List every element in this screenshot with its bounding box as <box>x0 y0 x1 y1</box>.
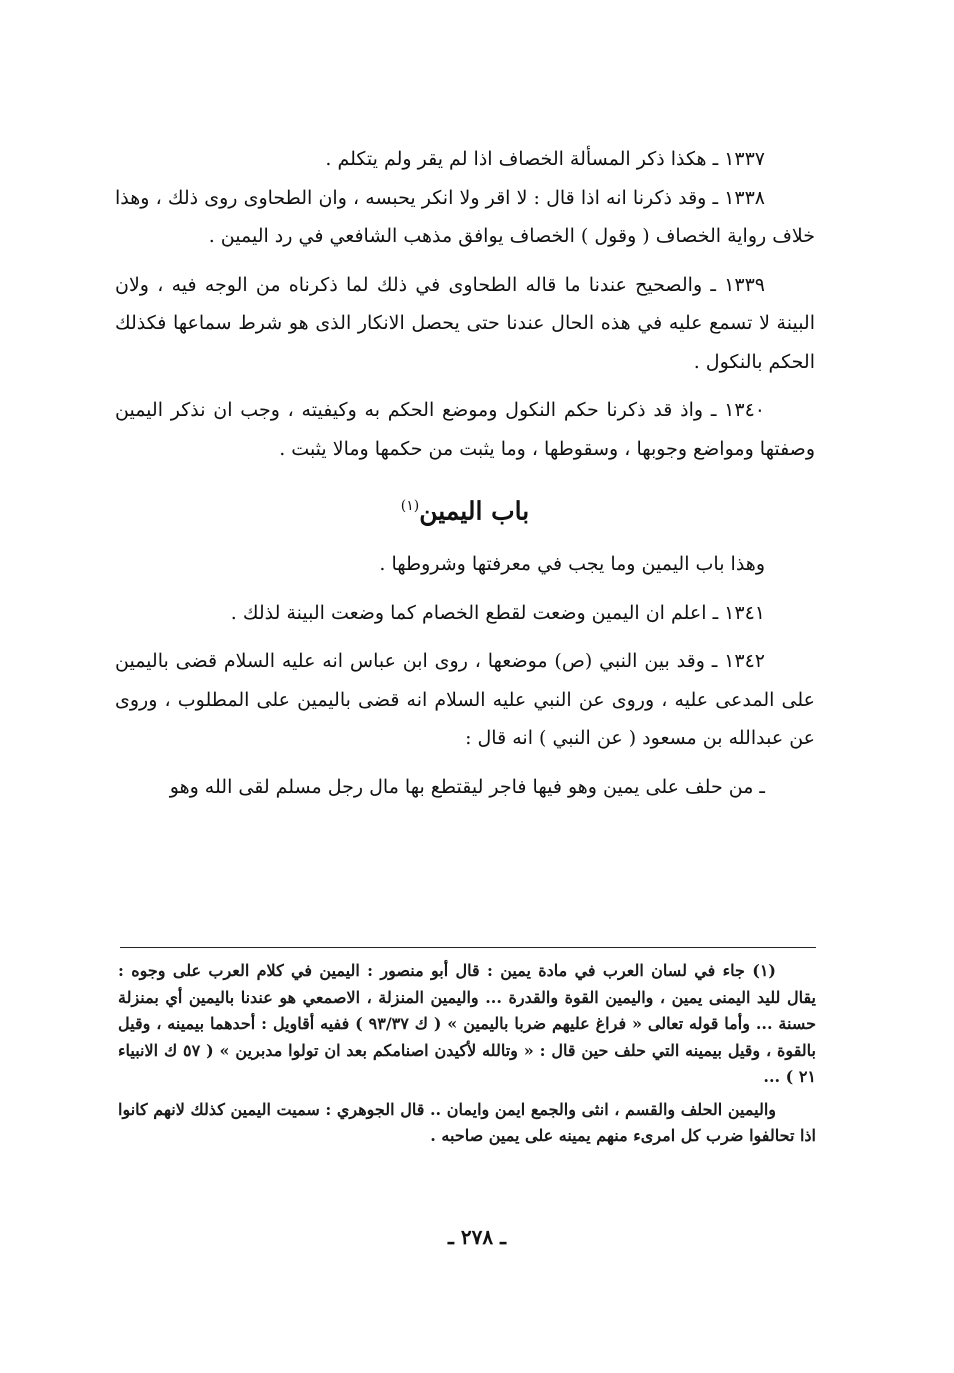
footnote-marker: (١) <box>400 498 420 514</box>
paragraph-1341: ١٣٤١ ـ اعلم ان اليمين وضعت لقطع الخصام كما وضعت البينة لذلك . <box>230 601 765 624</box>
chapter-intro: وهذا باب اليمين وما يجب في معرفتها وشروطها . <box>379 553 765 576</box>
paragraph-1339: ١٣٣٩ ـ والصحيح عندنا ما قاله الطحاوى في ذلك لما ذكرناه من الوجه فيه ، ولان البينة لا تسمع عليه في هذه الحال عندنا حتى يحصل الانكار الذى هو شرط سماعها فكذلك الحكم بالنكول . <box>115 273 815 373</box>
chapter-heading <box>115 486 815 531</box>
hadith-quote: ـ من حلف على يمين وهو فيها فاجر ليقتطع بها مال رجل مسلم لقى الله وهو <box>169 775 765 798</box>
paragraph-1337: ١٣٣٧ ـ هكذا ذكر المسألة الخصاف اذا لم يقر ولم يتكلم . <box>325 148 765 170</box>
page-number: ـ ٢٧٨ ـ <box>448 1225 506 1249</box>
footnotes-block <box>118 958 816 1156</box>
paragraph-1340: ١٣٤٠ ـ واذ قد ذكرنا حكم النكول وموضع الحكم به وكيفيته ، وجب ان نذكر اليمين وصفتها ومواضع وجوبها ، وسقوطها ، وما يثبت من حكمها ومالا يثبت . <box>115 399 815 460</box>
paragraph-1338: ١٣٣٨ ـ وقد ذكرنا انه اذا قال : لا اقر ولا انكر يحبسه ، وان الطحاوى روى ذلك ، وهذا خلاف رواية الخصاف ( وقول ) الخصاف يوافق مذهب الشافعي في رد اليمين . <box>115 186 815 247</box>
footnote-1: (١) جاء في لسان العرب في مادة يمين : قال أبو منصور : اليمين في كلام العرب على وجوه : يقال لليد اليمنى يمين ، واليمين القوة والقدرة ... واليمين المنزلة ، الاصمعي هو عندنا باليمين أي بمنزلة حسنة ... وأما قوله تعالى « فراغ عليهم ضربا باليمين » ( ك ٩٣/٣٧ ) ففيه أقاويل : أحدهما بيمينه ، وقيل بالقوة ، وقيل بيمينه التي حلف حين قال : « وتالله لأكيدن اصنامكم بعد ان تولوا مدبرين » ( ٥٧ ك الانبياء ٢١ ) ... <box>118 961 816 1086</box>
paragraph-1342: ١٣٤٢ ـ وقد بين النبي (ص) موضعها ، روى ابن عباس انه عليه السلام قضى باليمين على المدعى عليه ، وروى عن النبي عليه السلام انه قضى باليمين على المطلوب ، وروى عن عبدالله بن مسعود ( عن النبي ) انه قال : <box>115 650 815 750</box>
footnote-1-continued: واليمين الحلف والقسم ، انثى والجمع ايمن وايمان .. قال الجوهري : سميت اليمين كذلك لانهم كانوا اذا تحالفوا ضرب كل امرىء منهم يمينه على يمين صاحبه . <box>118 1099 816 1145</box>
main-text-block <box>115 140 815 816</box>
footnote-divider <box>120 947 816 948</box>
chapter-title: باب اليمين <box>419 496 530 526</box>
